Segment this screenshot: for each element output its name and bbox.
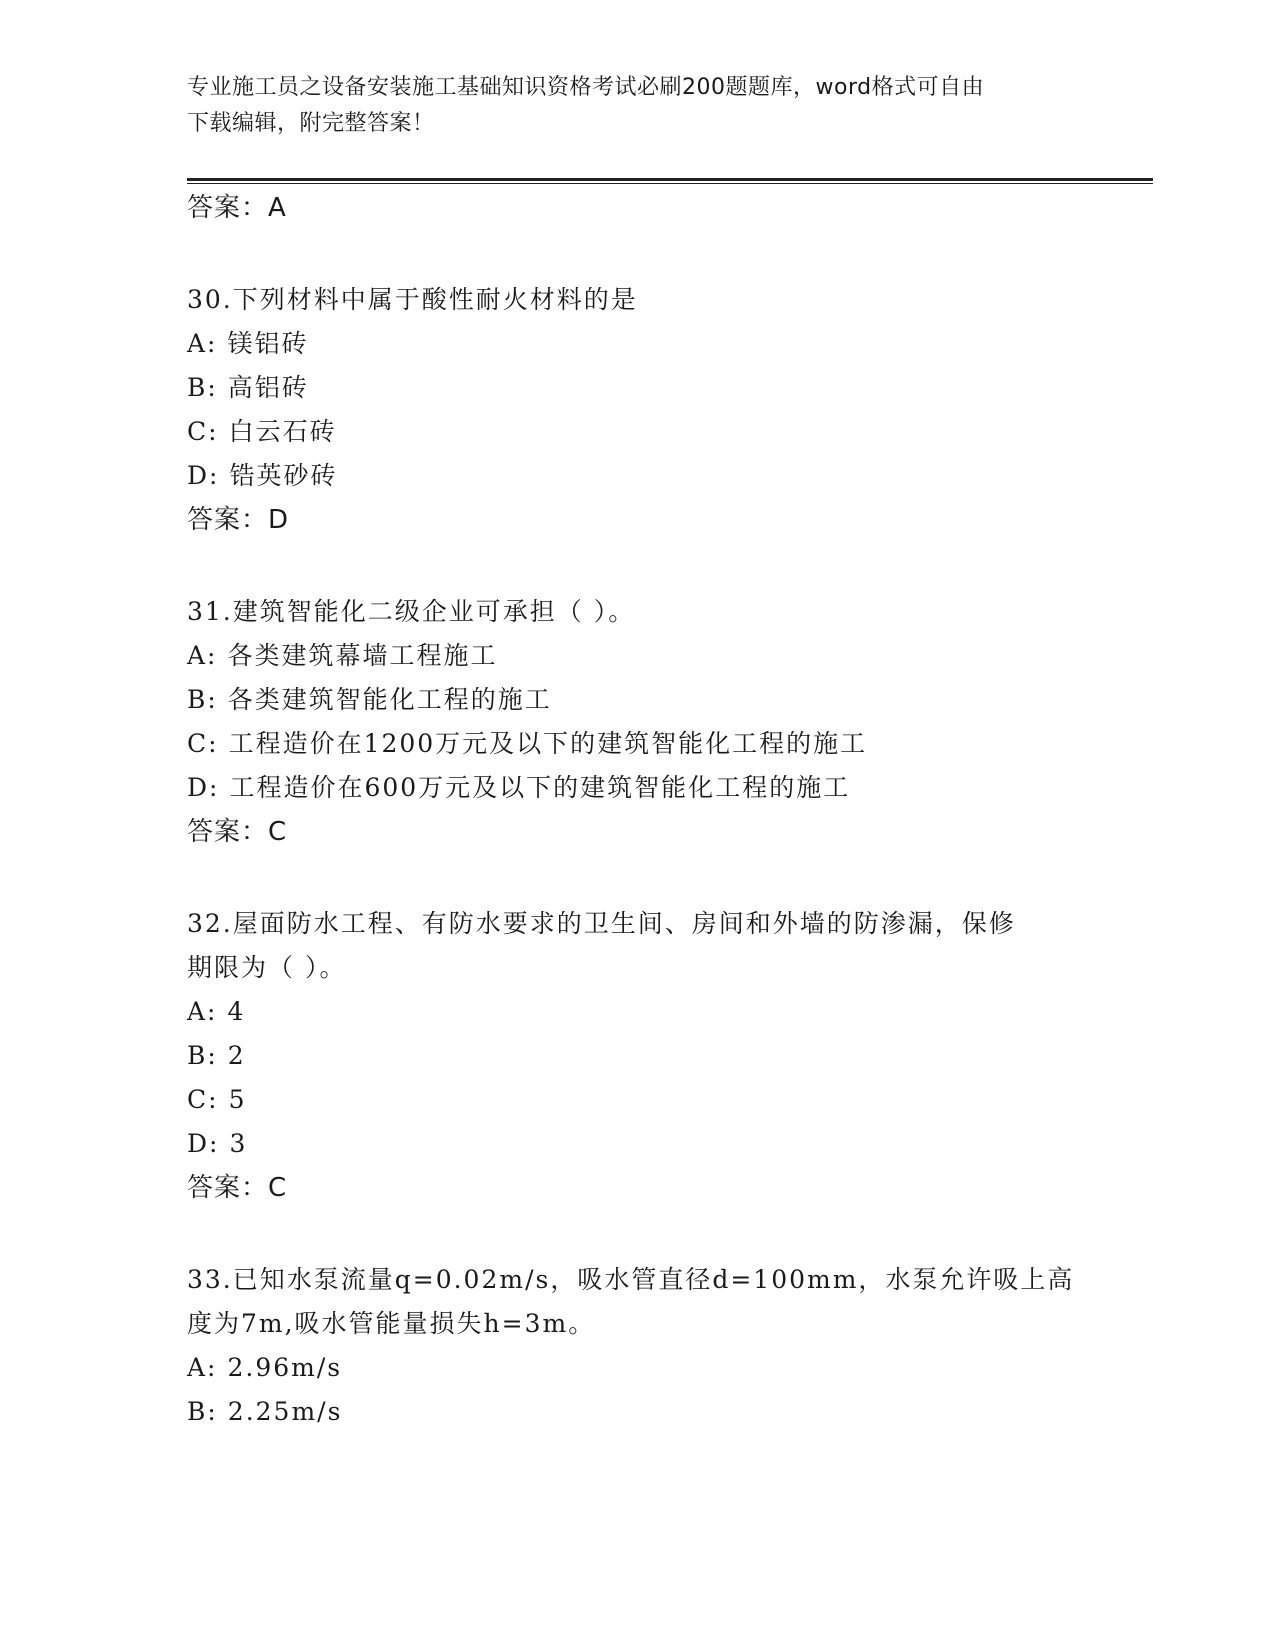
option-item — [187, 994, 245, 1030]
option-label: D: — [187, 1129, 220, 1158]
option-label: A: — [187, 1353, 218, 1382]
option-label: A: — [187, 997, 218, 1026]
option-item — [187, 1038, 246, 1074]
option-text: 2.25m/s — [227, 1397, 343, 1426]
option-text: 白云石砖 — [228, 417, 337, 446]
option-item — [187, 1126, 247, 1162]
option-text: 锆英砂砖 — [229, 461, 338, 490]
option-label: B: — [187, 1041, 218, 1070]
option-text: 高铝砖 — [227, 373, 309, 402]
option-item — [187, 414, 337, 450]
option-item — [187, 682, 552, 718]
answer-line: 答案：C — [187, 1173, 288, 1203]
option-item — [187, 770, 850, 806]
option-text: 2.96m/s — [227, 1353, 343, 1382]
header-line-1: 专业施工员之设备安装施工基础知识资格考试必刷200题题库，word格式可自由 — [187, 75, 985, 100]
document-header — [187, 70, 1077, 142]
option-item — [187, 1350, 342, 1386]
question-stem: 30.下列材料中属于酸性耐火材料的是 — [187, 285, 638, 314]
option-item — [187, 1082, 246, 1118]
option-label: D: — [187, 773, 220, 802]
option-item — [187, 370, 309, 406]
header-divider — [187, 178, 1153, 181]
option-label: A: — [187, 641, 218, 670]
option-label: B: — [187, 685, 218, 714]
option-text: 各类建筑幕墙工程施工 — [227, 641, 498, 670]
answer-line: 答案：A — [187, 193, 287, 223]
option-label: C: — [187, 417, 219, 446]
question-stem-continued: 度为7m,吸水管能量损失h=3m。 — [187, 1309, 596, 1338]
option-text: 4 — [227, 997, 246, 1026]
option-text: 工程造价在1200万元及以下的建筑智能化工程的施工 — [228, 729, 868, 758]
option-label: C: — [187, 729, 219, 758]
option-label: A: — [187, 329, 218, 358]
option-item — [187, 638, 498, 674]
option-label: D: — [187, 461, 220, 490]
question-stem-continued: 期限为（ ）。 — [187, 953, 347, 982]
option-label: B: — [187, 1397, 218, 1426]
answer-line: 答案：C — [187, 817, 288, 847]
question-stem: 33.已知水泵流量q=0.02m/s，吸水管直径d=100mm，水泵允许吸上高 — [187, 1265, 1075, 1294]
option-item — [187, 458, 337, 494]
option-label: C: — [187, 1085, 219, 1114]
question-stem: 31.建筑智能化二级企业可承担（ ）。 — [187, 597, 636, 626]
option-label: B: — [187, 373, 218, 402]
answer-line: 答案：D — [187, 505, 290, 535]
option-text: 各类建筑智能化工程的施工 — [227, 685, 552, 714]
header-line-2: 下载编辑，附完整答案！ — [187, 111, 435, 136]
option-text: 2 — [227, 1041, 246, 1070]
option-item — [187, 326, 309, 362]
option-text: 5 — [228, 1085, 247, 1114]
header-divider-thin — [187, 183, 1153, 184]
option-item — [187, 726, 867, 762]
option-text: 3 — [229, 1129, 248, 1158]
option-text: 镁铝砖 — [227, 329, 309, 358]
option-item — [187, 1394, 342, 1430]
option-text: 工程造价在600万元及以下的建筑智能化工程的施工 — [229, 773, 851, 802]
question-stem: 32.屋面防水工程、有防水要求的卫生间、房间和外墙的防渗漏，保修 — [187, 909, 1016, 938]
